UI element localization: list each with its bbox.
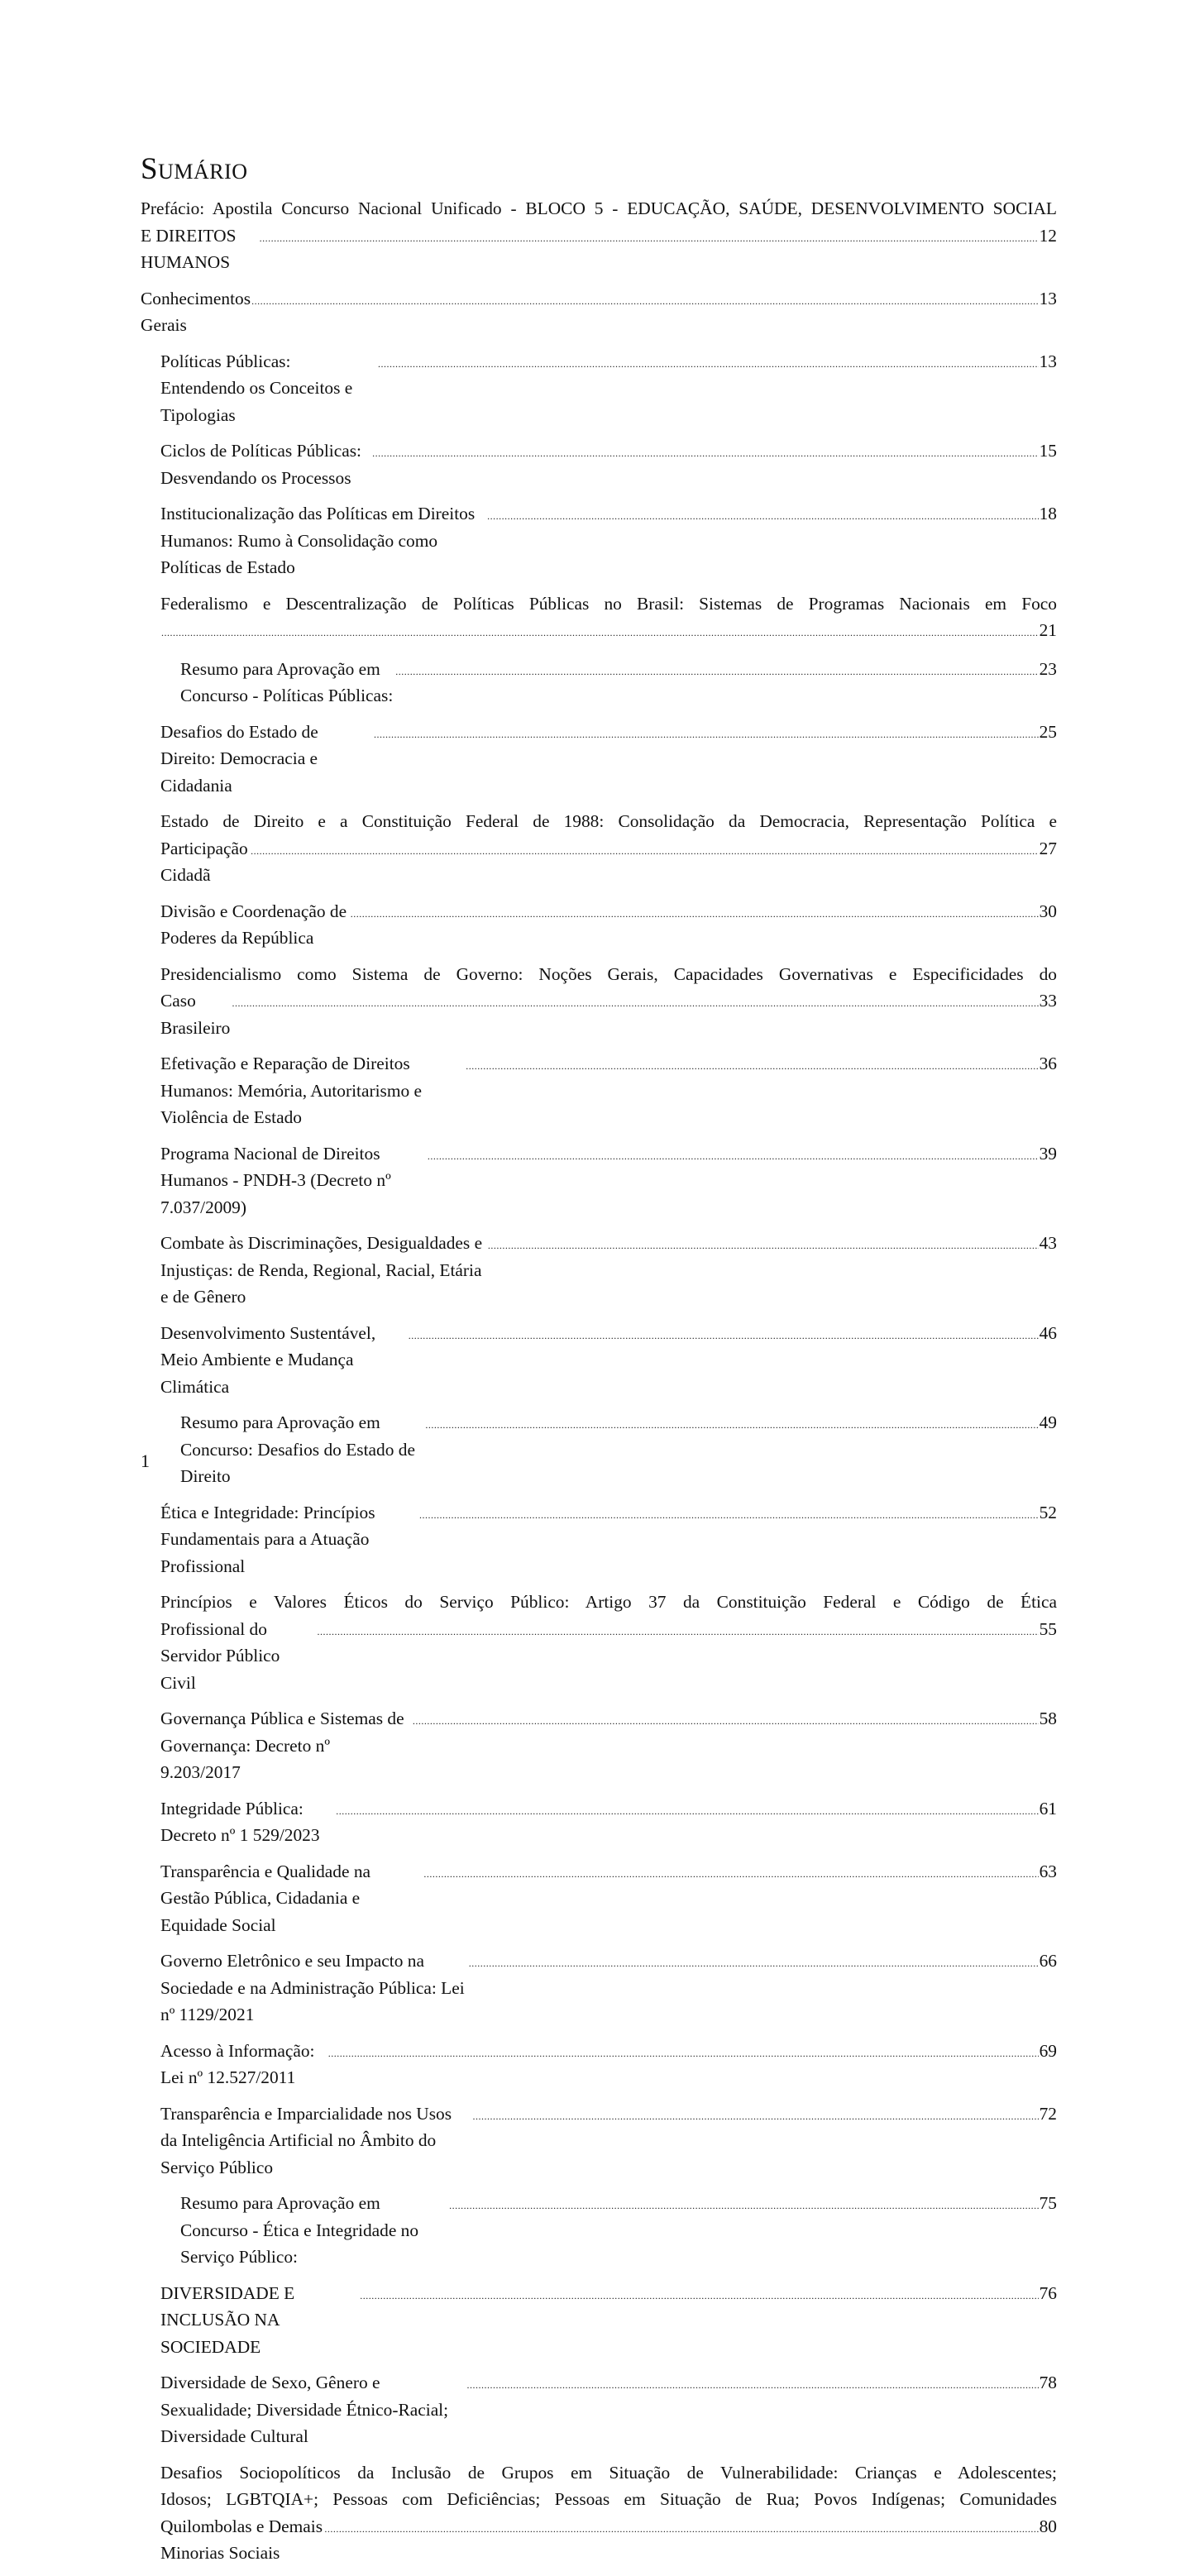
- toc-page-number: 25: [1039, 721, 1057, 742]
- dot-leader: [472, 2103, 1038, 2130]
- toc-page-number: 75: [1039, 2193, 1057, 2213]
- dot-leader: [413, 1708, 1039, 1735]
- dot-leader: [251, 288, 1039, 315]
- dot-leader: [488, 1232, 1039, 1259]
- toc-entry[interactable]: [141, 1589, 1057, 1696]
- toc-entry-title: Desafios do Estado de Direito: Democracia e Cidadania: [160, 721, 323, 796]
- toc-entry-title: Combate às Discriminações, Desigualdades e Injustiças: de Renda, Regional, Racial, Etária e de Gênero: [160, 1233, 487, 1307]
- toc-entry[interactable]: [141, 808, 1057, 889]
- toc-entry-title: Quilombolas e Demais Minorias Sociais: [160, 2516, 327, 2563]
- toc-entry-text-line: Princípios e Valores Éticos do Serviço Público: Artigo 37 da Constituição Federal e Código de Ética: [160, 1592, 1057, 1612]
- toc-entry-title: Profissional do Servidor Público Civil: [160, 1618, 284, 1693]
- toc-entry-text-line: Estado de Direito e a Constituição Federal de 1988: Consolidação da Democracia, Representação Política e: [160, 811, 1057, 831]
- toc-page-number: 18: [1039, 504, 1057, 523]
- toc-entry-title: Ética e Integridade: Princípios Fundamentais para a Atuação Profissional: [160, 1502, 380, 1576]
- toc-entry-title: Institucionalização das Políticas em Direitos Humanos: Rumo à Consolidação como Políticas de Estado: [160, 504, 480, 577]
- toc-entry[interactable]: [141, 719, 1057, 800]
- dot-leader: [467, 2372, 1039, 2399]
- toc-entry[interactable]: [141, 1499, 1057, 1580]
- toc-page-number: 52: [1039, 1502, 1057, 1522]
- dot-leader: [425, 1412, 1038, 1439]
- toc-page-number: 27: [1039, 838, 1057, 858]
- dot-leader: [372, 440, 1039, 467]
- toc-entry-title: Diversidade de Sexo, Gênero e Sexualidade; Diversidade Étnico-Racial; Diversidade Cultural: [160, 2373, 453, 2446]
- dot-leader: [324, 2516, 1038, 2543]
- dot-leader: [232, 990, 1038, 1017]
- toc-entry-title: Resumo para Aprovação em Concurso: Desafios do Estado de Direito: [180, 1412, 420, 1486]
- toc-entry-title: Caso Brasileiro: [160, 991, 231, 1038]
- dot-leader: [251, 838, 1038, 865]
- toc-entry[interactable]: [141, 1948, 1057, 2029]
- dot-leader: [336, 1798, 1038, 1825]
- toc-entry-text-line: Presidencialismo como Sistema de Governo: Noções Gerais, Capacidades Governativas e Especificidades do: [160, 963, 1057, 984]
- toc-page-number: 39: [1039, 1143, 1057, 1164]
- toc-page-number: 49: [1039, 1412, 1057, 1432]
- toc-page-number: 13: [1039, 351, 1057, 371]
- toc-entry-title: Participação Cidadã: [160, 838, 253, 885]
- toc-entry[interactable]: [141, 1705, 1057, 1786]
- toc-entry[interactable]: [141, 656, 1057, 710]
- toc-entry[interactable]: [141, 285, 1057, 339]
- toc-entry[interactable]: [141, 1140, 1057, 1221]
- toc-entry[interactable]: [141, 2369, 1057, 2450]
- toc-entry-title: Transparência e Qualidade na Gestão Pública, Cidadania e Equidade Social: [160, 1861, 375, 1935]
- dot-leader: [351, 901, 1039, 928]
- toc-entry-title: Políticas Públicas: Entendendo os Conceitos e Tipologias: [160, 351, 357, 425]
- toc-entry[interactable]: [141, 2038, 1057, 2091]
- toc-page-number: 33: [1039, 991, 1057, 1011]
- dot-leader: [395, 658, 1038, 686]
- toc-page-number: 61: [1039, 1798, 1057, 1818]
- toc-entry[interactable]: [141, 2190, 1057, 2271]
- toc-page-number: 55: [1039, 1618, 1057, 1639]
- toc-entry[interactable]: [141, 898, 1057, 952]
- toc-page-number: 78: [1039, 2373, 1057, 2392]
- toc-entry-text-line: Prefácio: Apostila Concurso Nacional Unificado - BLOCO 5 - EDUCAÇÃO, SAÚDE, DESENVOLVIMENTO SOCIAL: [141, 198, 1057, 218]
- dot-leader: [466, 1053, 1038, 1080]
- dot-leader: [419, 1502, 1039, 1529]
- toc-page-number: 63: [1039, 1861, 1057, 1881]
- toc-entry[interactable]: [141, 2459, 1057, 2567]
- dot-leader: [423, 1861, 1038, 1888]
- toc-entry[interactable]: [141, 1409, 1057, 1490]
- toc-page-number: 72: [1039, 2103, 1057, 2124]
- toc-page-number: 69: [1039, 2040, 1057, 2061]
- toc-entry-title: E DIREITOS HUMANOS: [141, 225, 241, 272]
- toc-entry-text-line: Federalismo e Descentralização de Políticas Públicas no Brasil: Sistemas de Programas Nacionais em Foco: [160, 593, 1057, 614]
- toc-page-number: 58: [1039, 1709, 1057, 1728]
- dot-leader: [260, 225, 1039, 252]
- dot-leader: [374, 721, 1039, 748]
- toc-entry[interactable]: [141, 500, 1057, 581]
- toc-entry-title: DIVERSIDADE E INCLUSÃO NA SOCIEDADE: [160, 2282, 299, 2357]
- toc-entry-title: Divisão e Coordenação de Poderes da República: [160, 901, 351, 948]
- page-title: Sumário: [141, 152, 248, 186]
- toc-entry-title: Integridade Pública: Decreto nº 1 529/2023: [160, 1798, 324, 1845]
- toc-entry-title: Governança Pública e Sistemas de Governança: Decreto nº 9.203/2017: [160, 1709, 409, 1782]
- toc-entry-title: Acesso à Informação: Lei nº 12.527/2011: [160, 2040, 319, 2087]
- toc-entry-title: Ciclos de Políticas Públicas: Desvendando os Processos: [160, 441, 366, 488]
- dot-leader: [409, 1322, 1039, 1350]
- table-of-contents: [141, 195, 1057, 2576]
- dot-leader: [360, 2282, 1038, 2310]
- toc-entry-text-line: Idosos; LGBTQIA+; Pessoas com Deficiências; Pessoas em Situação de Rua; Povos Indígenas; Comunidades: [160, 2489, 1057, 2509]
- toc-entry[interactable]: [141, 437, 1057, 491]
- toc-entry-title: Transparência e Imparcialidade nos Usos da Inteligência Artificial no Âmbito do Serviço Público: [160, 2103, 456, 2177]
- toc-entry[interactable]: [141, 1320, 1057, 1401]
- toc-page-number: 30: [1039, 901, 1057, 921]
- toc-entry[interactable]: [141, 2100, 1057, 2182]
- toc-entry[interactable]: [141, 1858, 1057, 1939]
- dot-leader: [318, 1618, 1039, 1646]
- toc-entry[interactable]: [141, 2280, 1057, 2361]
- toc-entry[interactable]: [141, 961, 1057, 1042]
- dot-leader: [161, 619, 1039, 647]
- toc-page-number: 36: [1039, 1054, 1057, 1073]
- toc-entry[interactable]: [141, 590, 1057, 647]
- toc-entry[interactable]: [141, 1795, 1057, 1849]
- dot-leader: [378, 351, 1039, 378]
- toc-page-number: 76: [1039, 2282, 1057, 2303]
- toc-page-number: 23: [1039, 658, 1057, 679]
- toc-page-number: 43: [1039, 1233, 1057, 1253]
- page-number: 1: [141, 1450, 150, 1471]
- toc-entry[interactable]: [141, 1050, 1057, 1131]
- toc-entry-title: Resumo para Aprovação em Concurso - Ética e Integridade no Serviço Público:: [180, 2193, 423, 2267]
- toc-page-number: 15: [1039, 441, 1057, 461]
- toc-entry-title: Governo Eletrônico e seu Impacto na Sociedade e na Administração Pública: Lei nº 1129/2021: [160, 1951, 470, 2024]
- toc-entry-title: Programa Nacional de Direitos Humanos - PNDH-3 (Decreto nº 7.037/2009): [160, 1143, 396, 1217]
- toc-entry-title: Conhecimentos Gerais: [141, 288, 256, 335]
- toc-page-number: 80: [1039, 2516, 1057, 2536]
- toc-entry-text-line: Desafios Sociopolíticos da Inclusão de Grupos em Situação de Vulnerabilidade: Crianças e Adolescentes;: [160, 2462, 1057, 2483]
- dot-leader: [328, 2040, 1039, 2067]
- toc-entry-title: Resumo para Aprovação em Concurso - Políticas Públicas:: [180, 658, 394, 705]
- toc-entry-title: Desenvolvimento Sustentável, Meio Ambiente e Mudança Climática: [160, 1322, 380, 1397]
- dot-leader: [469, 1950, 1039, 1977]
- toc-entry[interactable]: [141, 195, 1057, 276]
- toc-page-number: 13: [1039, 288, 1057, 308]
- dot-leader: [449, 2192, 1038, 2220]
- toc-entry-title: Efetivação e Reparação de Direitos Humanos: Memória, Autoritarismo e Violência de Estado: [160, 1054, 427, 1127]
- toc-page-number: 21: [1039, 620, 1057, 640]
- dot-leader: [428, 1143, 1039, 1170]
- toc-page-number: 46: [1039, 1322, 1057, 1343]
- toc-page-number: 66: [1039, 1951, 1057, 1971]
- toc-entry[interactable]: [141, 1230, 1057, 1311]
- toc-entry[interactable]: [141, 348, 1057, 429]
- toc-page-number: 12: [1039, 225, 1057, 246]
- dot-leader: [487, 503, 1039, 530]
